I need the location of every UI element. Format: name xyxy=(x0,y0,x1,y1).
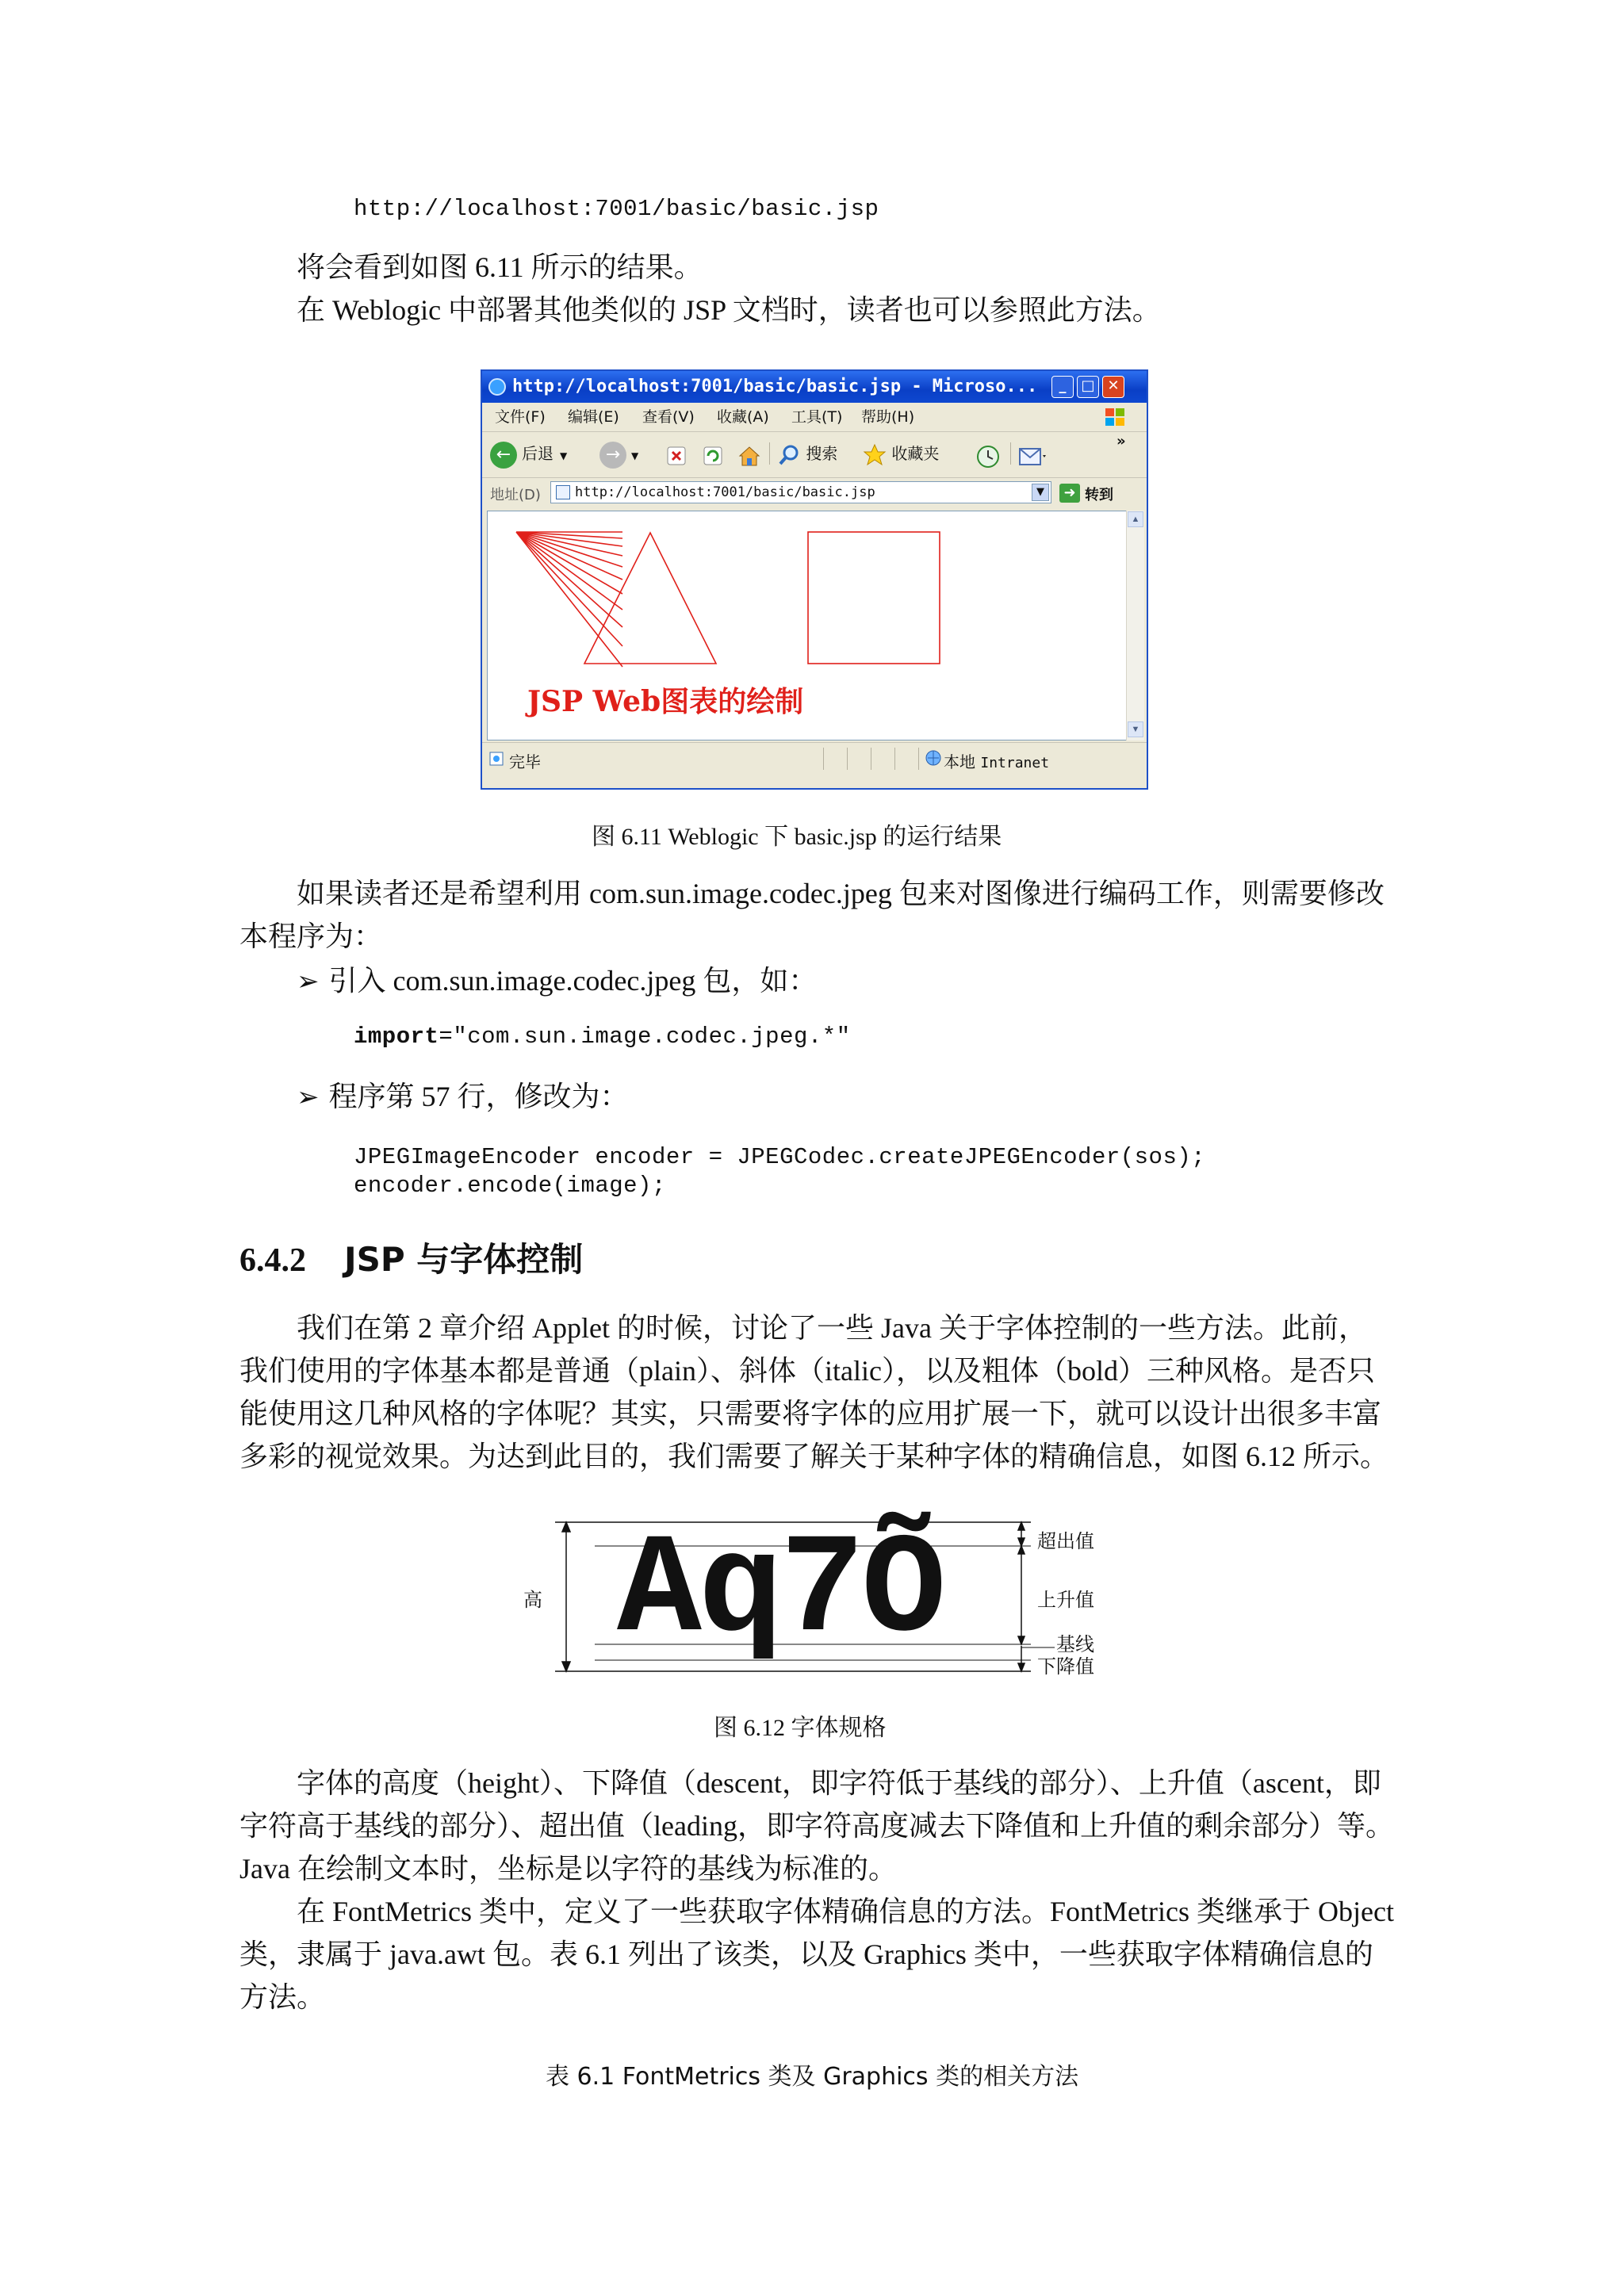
table-6-1-caption: 表 6.1 FontMetrics 类及 Graphics 类的相关方法 xyxy=(546,2063,1079,2091)
label-descent: 下降值 xyxy=(1037,1655,1094,1678)
fan-lines xyxy=(516,532,622,667)
menu-tools[interactable]: 工具(T) xyxy=(791,408,843,426)
paragraph-deploy: 在 Weblogic 中部署其他类似的 JSP 文档时，读者也可以参照此方法。 xyxy=(297,294,1161,326)
paragraph-font-line1: 我们在第 2 章介绍 Applet 的时候，讨论了一些 Java 关于字体控制的一些方法。此前， xyxy=(297,1312,1367,1344)
address-input[interactable] xyxy=(550,481,1051,503)
label-leading: 超出值 xyxy=(1037,1530,1094,1552)
bullet-arrow-icon: ➢ xyxy=(297,966,320,997)
url-line: http://localhost:7001/basic/basic.jsp xyxy=(354,196,879,222)
search-label: 搜索 xyxy=(806,444,838,463)
favorites-label: 收藏夹 xyxy=(891,444,940,463)
browser-title: http://localhost:7001/basic/basic.jsp - Microso... xyxy=(512,377,1038,396)
section-heading xyxy=(239,1234,583,1281)
forward-button[interactable]: → ▼ xyxy=(599,439,638,470)
toolbar-overflow-icon[interactable]: » xyxy=(1116,433,1126,450)
sample-glyphs: Aq7Õ xyxy=(617,1513,944,1672)
figure-6-11-caption: 图 6.11 Weblogic 下 basic.jsp 的运行结果 xyxy=(592,824,1002,850)
page-content xyxy=(487,511,1128,740)
code-line-2: encoder.encode(image); xyxy=(354,1173,666,1199)
home-icon[interactable] xyxy=(737,444,761,468)
paragraph-font-line4: 多彩的视觉效果。为达到此目的，我们需要了解关于某种字体的精确信息，如图 6.12 所示。 xyxy=(239,1441,1389,1472)
go-button[interactable]: 转到 xyxy=(1085,487,1113,503)
paragraph-result: 将会看到如图 6.11 所示的结果。 xyxy=(297,251,703,283)
paragraph-metrics-line3: Java 在绘制文本时，坐标是以字符的基线为标准的。 xyxy=(239,1853,897,1885)
intranet-zone-icon xyxy=(925,749,942,767)
zone-intranet: Intranet xyxy=(980,755,1050,771)
zone-local: 本地 xyxy=(944,752,975,771)
figure-6-12-caption: 图 6.12 字体规格 xyxy=(714,1715,887,1741)
star-icon xyxy=(863,443,887,467)
status-text: 完毕 xyxy=(509,752,541,771)
scroll-down-icon[interactable]: ▼ xyxy=(1128,721,1143,737)
close-button[interactable]: ✕ xyxy=(1102,376,1124,398)
address-bar xyxy=(482,479,1147,507)
paragraph-fontmetrics-line3: 方法。 xyxy=(239,1981,326,2013)
stop-icon[interactable] xyxy=(666,446,687,466)
bullet-text: 引入 com.sun.image.codec.jpeg 包，如： xyxy=(328,965,818,997)
bullet-text: 程序第 57 行，修改为： xyxy=(328,1081,629,1112)
code-line-1: JPEGImageEncoder encoder = JPEGCodec.createJPEGEncoder(sos); xyxy=(354,1144,1206,1170)
bullet-arrow-icon: ➢ xyxy=(297,1081,320,1113)
maximize-button[interactable]: □ xyxy=(1077,376,1099,398)
bullet-item-import xyxy=(297,959,817,1003)
paragraph-font-line3: 能使用这几种风格的字体呢？其实，只需要将字体的应用扩展一下，就可以设计出很多丰富 xyxy=(239,1398,1382,1429)
code-import-value: ="com.sun.image.codec.jpeg.*" xyxy=(439,1024,851,1050)
back-button[interactable]: ← 后退 ▼ xyxy=(490,439,567,470)
search-icon xyxy=(777,443,801,467)
page-done-icon xyxy=(488,751,504,767)
bullet-item-line57 xyxy=(297,1075,629,1119)
vertical-scrollbar[interactable] xyxy=(1126,511,1144,740)
refresh-icon[interactable] xyxy=(703,446,723,466)
chevron-down-icon[interactable]: ▼ xyxy=(1032,484,1049,501)
browser-window xyxy=(481,369,1148,790)
toolbar xyxy=(482,431,1147,478)
content-title: JSP Web图表的绘制 xyxy=(527,685,804,718)
section-number: 6.4.2 xyxy=(239,1242,306,1279)
forward-arrow-icon: → xyxy=(599,442,626,469)
menu-edit[interactable]: 编辑(E) xyxy=(568,408,619,426)
paragraph-jpeg-line1: 如果读者还是希望利用 com.sun.image.codec.jpeg 包来对图像进行编码工作，则需要修改 xyxy=(297,878,1385,909)
back-label: 后退 xyxy=(522,444,553,463)
section-title: JSP 与字体控制 xyxy=(344,1240,584,1279)
paragraph-metrics-line2: 字符高于基线的部分）、超出值（leading，即字符高度减去下降值和上升值的剩余部分）等。 xyxy=(239,1810,1394,1842)
code-import xyxy=(354,1023,851,1051)
paragraph-fontmetrics-line2: 类，隶属于 java.awt 包。表 6.1 列出了该类，以及 Graphics 类中，一些获取字体精确信息的 xyxy=(239,1938,1373,1970)
windows-logo-icon xyxy=(1104,406,1126,428)
minimize-button[interactable]: _ xyxy=(1051,376,1074,398)
menu-view[interactable]: 查看(V) xyxy=(642,408,695,426)
code-keyword: import xyxy=(354,1024,439,1050)
ie-icon xyxy=(488,378,506,396)
menu-file[interactable]: 文件(F) xyxy=(495,408,546,426)
address-label: 地址(D) xyxy=(490,487,541,503)
menu-help[interactable]: 帮助(H) xyxy=(861,408,915,426)
label-baseline: 基线 xyxy=(1056,1633,1094,1655)
font-metrics-figure xyxy=(508,1513,1110,1678)
favorites-button[interactable] xyxy=(863,439,939,468)
paragraph-jpeg-line2: 本程序为： xyxy=(239,920,383,952)
go-arrow-icon[interactable]: ➜ xyxy=(1059,484,1080,503)
search-button[interactable] xyxy=(777,439,837,468)
back-arrow-icon: ← xyxy=(490,442,517,469)
paragraph-metrics-line1: 字体的高度（height）、下降值（descent，即字符低于基线的部分）、上升值（ascent，即 xyxy=(297,1767,1381,1799)
label-ascent: 上升值 xyxy=(1037,1589,1094,1611)
status-zone xyxy=(944,749,1049,772)
scroll-up-icon[interactable]: ▲ xyxy=(1128,511,1143,527)
mail-icon[interactable] xyxy=(1018,446,1047,468)
square-shape xyxy=(808,532,940,664)
address-value: http://localhost:7001/basic/basic.jsp xyxy=(575,484,875,500)
status-bar xyxy=(482,742,1147,775)
browser-titlebar xyxy=(482,371,1147,403)
paragraph-fontmetrics-line1: 在 FontMetrics 类中，定义了一些获取字体精确信息的方法。FontMetrics 类继承于 Object xyxy=(297,1896,1394,1927)
page-icon xyxy=(556,485,570,499)
menu-favorites[interactable]: 收藏(A) xyxy=(717,408,769,426)
label-height: 高 xyxy=(523,1589,542,1611)
history-icon[interactable] xyxy=(975,444,1001,469)
menu-bar xyxy=(482,403,1147,432)
paragraph-font-line2: 我们使用的字体基本都是普通（plain）、斜体（italic），以及粗体（bold）三种风格。是否只 xyxy=(239,1355,1375,1387)
